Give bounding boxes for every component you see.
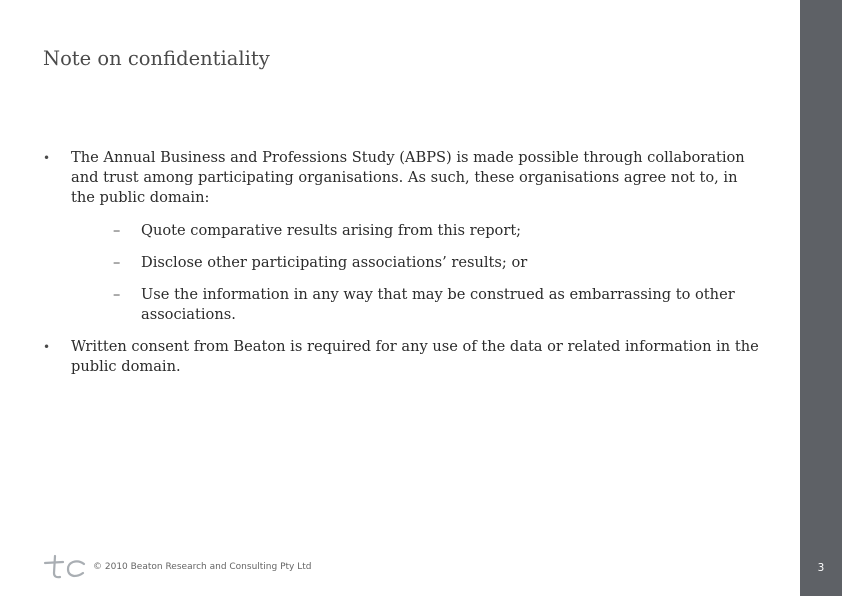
page-number: 3 xyxy=(817,562,825,574)
bullet-text: Written consent from Beaton is required for any use of the data or related information in the public domain. xyxy=(71,338,759,375)
bullet-text: The Annual Business and Professions Study (ABPS) is made possible through collaboration and trust among participating organisations. As such, these organisations agree not to, in the public domain: xyxy=(71,149,745,206)
bullet-item xyxy=(43,148,763,325)
sub-list-item xyxy=(113,221,763,241)
sub-item-text: Use the information in any way that may be construed as embarrassing to other associations. xyxy=(141,286,735,323)
bullet-marker: • xyxy=(43,151,51,165)
bullet-marker: • xyxy=(43,340,51,354)
sub-item-text: Disclose other participating associations’ results; or xyxy=(141,254,528,271)
dash-marker: – xyxy=(113,286,121,303)
dash-marker: – xyxy=(113,254,121,271)
bullet-item xyxy=(43,337,763,377)
beaton-logo-icon xyxy=(43,553,87,581)
sub-list-item xyxy=(113,253,763,273)
dash-marker: – xyxy=(113,222,121,239)
sidebar-bar xyxy=(800,0,842,596)
sub-list-item xyxy=(113,285,763,325)
sub-list xyxy=(71,221,763,325)
page-title: Note on confidentiality xyxy=(43,47,270,70)
content-body xyxy=(43,148,763,377)
copyright-text: © 2010 Beaton Research and Consulting Pty Ltd xyxy=(93,562,312,572)
sub-item-text: Quote comparative results arising from this report; xyxy=(141,222,522,239)
